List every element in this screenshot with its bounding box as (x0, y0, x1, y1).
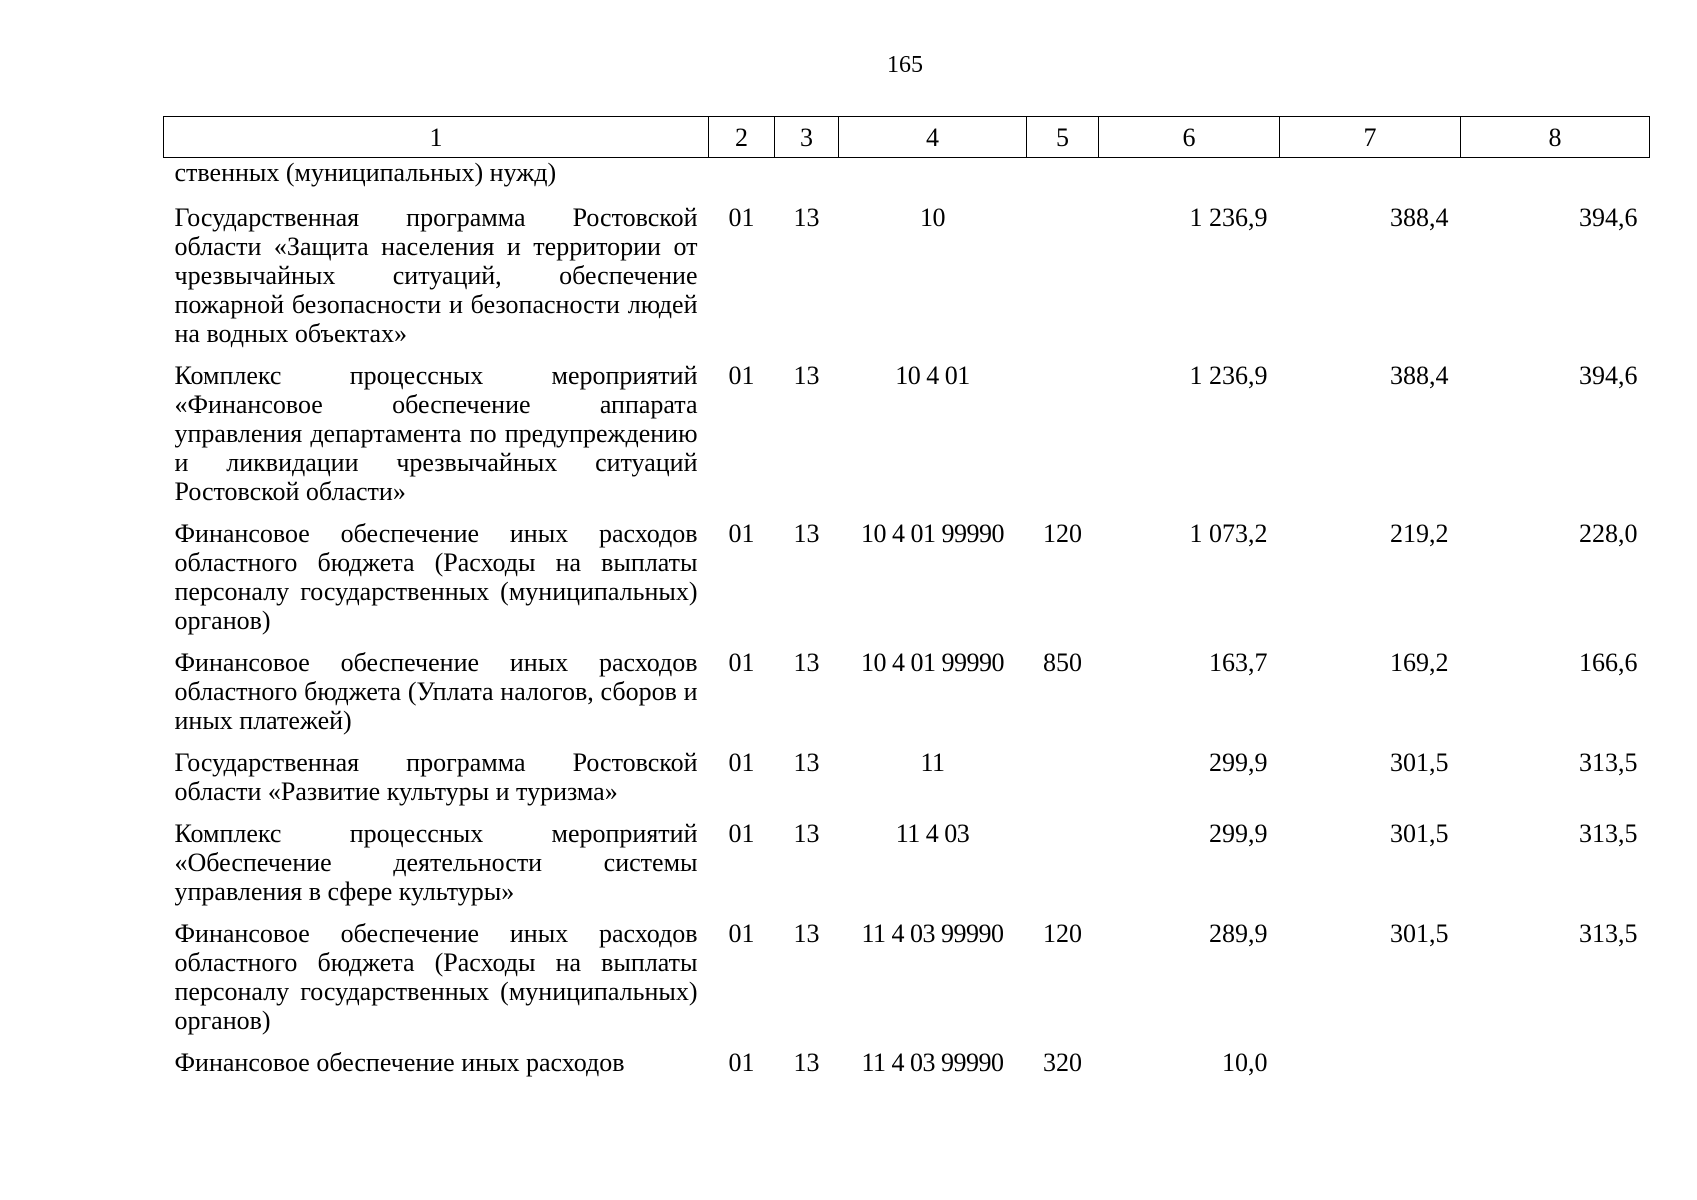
row-description: Финансовое обеспечение иных расходов областного бюджета (Расходы на выплаты персоналу государственных (муниципальных) органов) (174, 919, 698, 1035)
table-row (164, 361, 1650, 519)
amount-col-6: 1 236,9 (1189, 361, 1268, 390)
table-row (164, 819, 1650, 919)
row-description: Финансовое обеспечение иных расходов (174, 1048, 625, 1077)
column-header-2: 2 (709, 117, 775, 158)
amount-col-7: 388,4 (1390, 203, 1449, 232)
column-header-3: 3 (775, 117, 839, 158)
subsection-code: 13 (793, 203, 820, 232)
amount-col-8: 313,5 (1579, 748, 1638, 777)
subsection-code: 13 (793, 648, 820, 677)
row-description: Комплекс процессных мероприятий «Обеспечение деятельности системы управления в сфере культуры» (174, 819, 698, 906)
row-description: Государственная программа Ростовской области «Защита населения и территории от чрезвычайных ситуаций, обеспечение пожарной безопасности и безопасности людей на водных объектах» (174, 203, 698, 348)
section-code: 01 (728, 748, 755, 777)
expense-type-code (1027, 748, 1099, 819)
row-description: Комплекс процессных мероприятий «Финансовое обеспечение аппарата управления департамента по предупреждению и ликвидации чрезвычайных ситуаций Ростовской области» (174, 361, 698, 506)
amount-col-8: 394,6 (1579, 361, 1638, 390)
row-description: ственных (муниципальных) нужд) (174, 158, 557, 187)
amount-col-7 (1280, 1048, 1461, 1090)
row-description: Государственная программа Ростовской области «Развитие культуры и туризма» (174, 748, 698, 806)
row-description: Финансовое обеспечение иных расходов областного бюджета (Уплата налогов, сборов и иных платежей) (174, 648, 698, 735)
subsection-code: 13 (793, 1048, 820, 1077)
amount-col-7: 219,2 (1390, 519, 1449, 548)
amount-col-7: 388,4 (1390, 361, 1449, 390)
amount-col-6: 10,0 (1222, 1048, 1268, 1077)
amount-col-7: 169,2 (1390, 648, 1449, 677)
table-row (164, 1048, 1650, 1090)
section-code (709, 158, 775, 204)
amount-col-7: 301,5 (1390, 748, 1449, 777)
column-header-1: 1 (164, 117, 709, 158)
section-code: 01 (728, 361, 755, 390)
amount-col-8: 394,6 (1579, 203, 1638, 232)
amount-col-8 (1461, 158, 1650, 204)
row-description: Финансовое обеспечение иных расходов областного бюджета (Расходы на выплаты персоналу государственных (муниципальных) органов) (174, 519, 698, 635)
expense-type-code: 120 (1043, 519, 1082, 548)
budget-table (163, 116, 1650, 1090)
amount-col-6: 1 236,9 (1189, 203, 1268, 232)
section-code: 01 (728, 919, 755, 948)
subsection-code: 13 (793, 361, 820, 390)
budget-table-container (163, 116, 1649, 1090)
table-row (164, 519, 1650, 648)
amount-col-7: 301,5 (1390, 819, 1449, 848)
column-header-4: 4 (839, 117, 1027, 158)
expense-type-code (1027, 158, 1099, 204)
table-row (164, 748, 1650, 819)
page-number: 165 (887, 52, 923, 78)
subsection-code (775, 158, 839, 204)
subsection-code: 13 (793, 919, 820, 948)
target-article-code: 11 (920, 748, 945, 777)
amount-col-8: 313,5 (1579, 919, 1638, 948)
amount-col-6: 299,9 (1209, 748, 1268, 777)
table-row (164, 648, 1650, 748)
section-code: 01 (728, 519, 755, 548)
target-article-code: 11 4 03 99990 (861, 1048, 1004, 1077)
table-row (164, 158, 1650, 204)
expense-type-code (1027, 819, 1099, 919)
column-header-6: 6 (1099, 117, 1280, 158)
target-article-code: 10 4 01 99990 (861, 648, 1004, 677)
amount-col-6: 163,7 (1209, 648, 1268, 677)
expense-type-code: 850 (1043, 648, 1082, 677)
target-article-code: 10 (920, 203, 945, 232)
expense-type-code: 120 (1043, 919, 1082, 948)
expense-type-code: 320 (1043, 1048, 1082, 1077)
amount-col-8: 228,0 (1579, 519, 1638, 548)
table-row (164, 919, 1650, 1048)
subsection-code: 13 (793, 819, 820, 848)
column-header-7: 7 (1280, 117, 1461, 158)
target-article-code: 11 4 03 99990 (861, 919, 1004, 948)
target-article-code: 10 4 01 (895, 361, 970, 390)
section-code: 01 (728, 1048, 755, 1077)
column-header-5: 5 (1027, 117, 1099, 158)
target-article-code (839, 158, 1027, 204)
expense-type-code (1027, 361, 1099, 519)
amount-col-6: 289,9 (1209, 919, 1268, 948)
subsection-code: 13 (793, 519, 820, 548)
expense-type-code (1027, 203, 1099, 361)
amount-col-6 (1099, 158, 1280, 204)
section-code: 01 (728, 819, 755, 848)
amount-col-8: 313,5 (1579, 819, 1638, 848)
column-number-header-row (164, 117, 1650, 158)
target-article-code: 10 4 01 99990 (861, 519, 1004, 548)
amount-col-8: 166,6 (1579, 648, 1638, 677)
table-row (164, 203, 1650, 361)
amount-col-7: 301,5 (1390, 919, 1449, 948)
subsection-code: 13 (793, 748, 820, 777)
column-header-8: 8 (1461, 117, 1650, 158)
amount-col-7 (1280, 158, 1461, 204)
section-code: 01 (728, 648, 755, 677)
amount-col-6: 299,9 (1209, 819, 1268, 848)
amount-col-8 (1461, 1048, 1650, 1090)
target-article-code: 11 4 03 (895, 819, 970, 848)
section-code: 01 (728, 203, 755, 232)
amount-col-6: 1 073,2 (1189, 519, 1268, 548)
